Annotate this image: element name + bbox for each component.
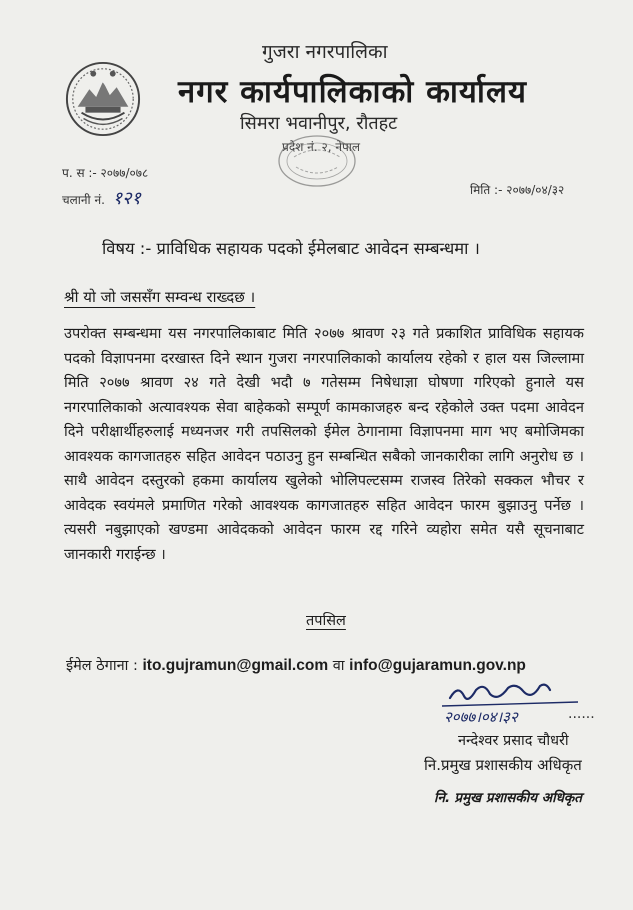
salutation: श्री यो जो जससँग सम्वन्ध राख्दछ ।: [64, 288, 256, 306]
email-primary: ito.gujramun@gmail.com: [142, 657, 329, 674]
email-label: ईमेल ठेगाना :: [66, 658, 138, 674]
email-separator: वा: [332, 658, 345, 674]
municipality-name: गुजरा नगरपालिका: [262, 41, 388, 63]
handwritten-signature: [428, 680, 598, 730]
designation-stamp: [434, 788, 582, 806]
nepal-emblem-logo: [64, 60, 142, 138]
email-secondary: info@gujaramun.gov.np: [349, 657, 526, 674]
letter-body: उपरोक्त सम्बन्धमा यस नगरपालिकाबाट मिति २०७७ श्रावण २३ गते प्रकाशित प्राविधिक सहायक पदको विज्ञापनमा दरखास्त दिने स्थान गुजरा नगरपालिकाको कार्यालय रहेको र हाल यस जिल्लामा मिति २०७७ श्रावण २४ गते देखी भदौ ७ गतेसम्म निषेधाज्ञा घोषणा गरिएको हुनाले यस नगरपालिकाको अत्यावश्यक सेवा बाहेकको सम्पूर्ण कामकाजहरु बन्द रहेकोले उक्त पदमा आवेदन दिने परीक्षार्थीहरुलाई मध्यनजर गरी तपसिलको ईमेल ठेगानामा विज्ञापनमा माग भए बमोजिमका आवश्यक कागजातहरु सहित आवेदन पठाउनु हुन सम्बन्धित सबैको जानकारीका लागि अनुरोध छ । साथै आवेदन दस्तुरको हकमा कार्यालय खुलेको भोलिपल्टसम्म राजस्व तिरेको सक्कल भौचर र आवेदक स्वयंमले प्रमाणित गरेको आवश्यक कागजातहरु सहित आवेदन फारम बुझाउनु पर्नेछ । त्यसरी नबुझाएको खण्डमा आवेदकको आवेदन फारम रद्द गरिने व्यहोरा समेत यसै सूचनाबाट जानकारी गराईन्छ ।: [64, 325, 584, 563]
email-addresses: [66, 655, 526, 675]
office-title: नगर कार्यपालिकाको कार्यालय: [178, 74, 527, 110]
signature-dots: ......: [568, 706, 595, 722]
dispatch-number-line: [62, 186, 141, 210]
subject-line: विषय :- प्राविधिक सहायक पदको ईमेलबाट आवेदन सम्बन्धमा ।: [102, 239, 480, 258]
signatory-name: नन्देश्वर प्रसाद चौधरी: [458, 733, 569, 749]
office-address: सिमरा भवानीपुर, रौतहट: [240, 113, 398, 134]
tapasil-heading: तपसिल: [306, 613, 346, 629]
letter-date: मिति :- २०७७/०४/३२: [470, 183, 565, 197]
stamp-prefix: नि.: [434, 790, 451, 806]
letter-number: प. स :- २०७७/०७८: [62, 166, 149, 180]
dispatch-label: चलानी नं.: [62, 193, 105, 207]
stamp-text: प्रमुख प्रशासकीय अधिकृत: [454, 790, 582, 806]
office-seal-stamp: [276, 133, 361, 189]
signatory-title: नि.प्रमुख प्रशासकीय अधिकृत: [424, 756, 582, 774]
province-line: प्रदेश नं. २, नेपाल: [282, 140, 361, 154]
dispatch-number: १२१: [112, 188, 141, 209]
signature-date: २०७७।०४।३२: [444, 708, 518, 726]
